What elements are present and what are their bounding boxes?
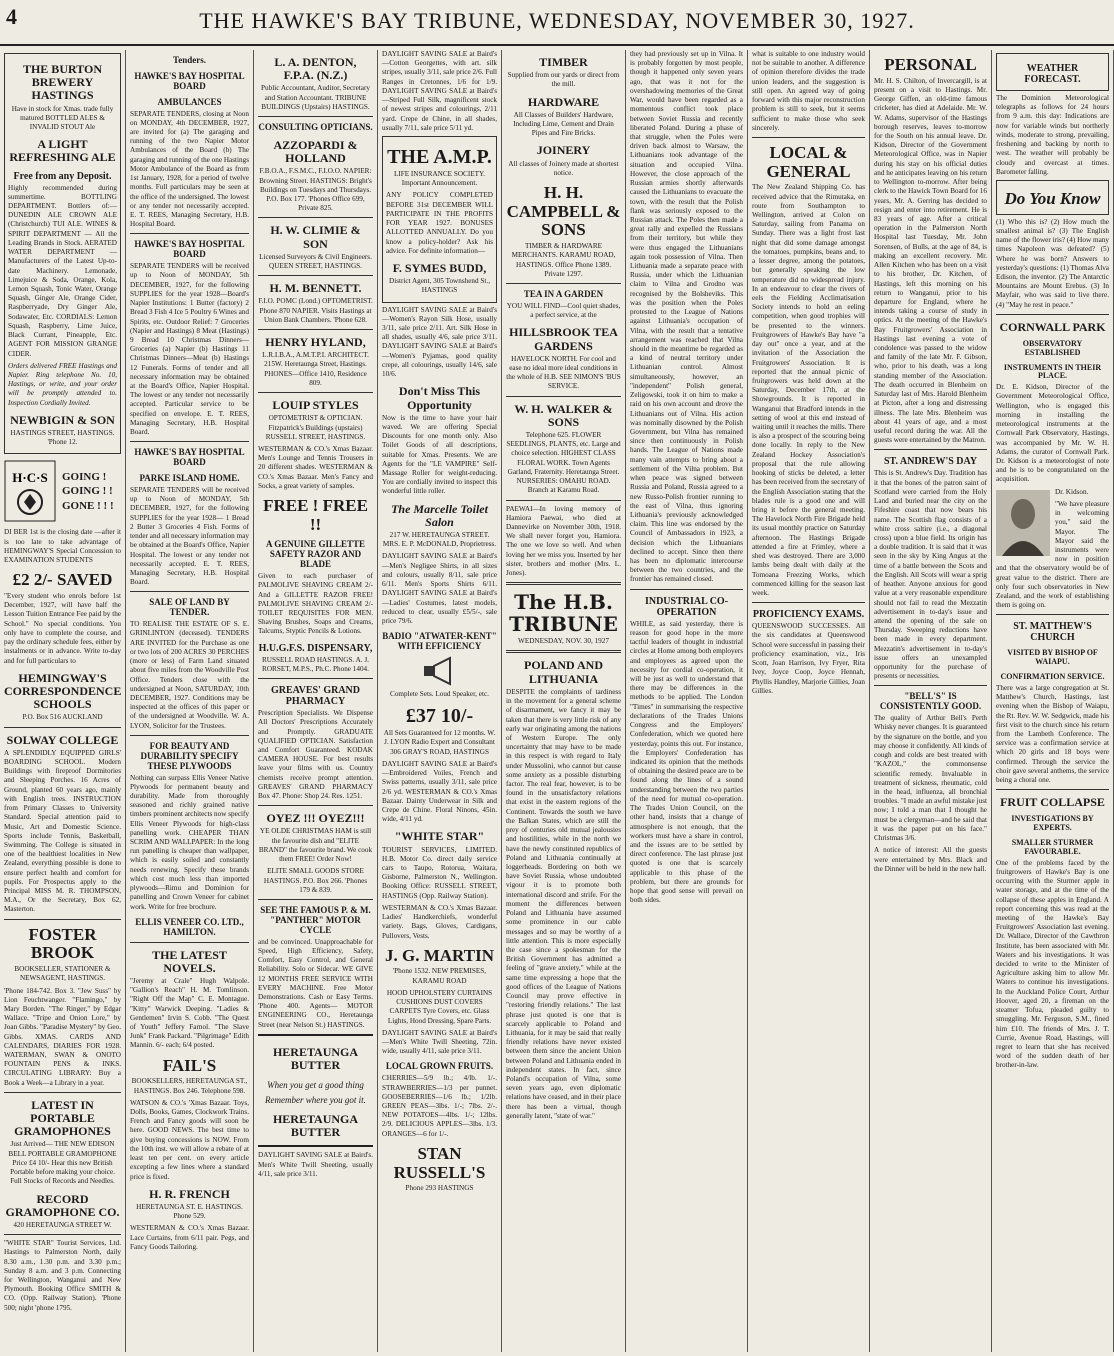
personal-heading: PERSONAL: [884, 55, 977, 74]
marcelle-address: 217 W. HERETAUNGA STREET. MRS. E. P. McDONALD, Proprietress.: [382, 531, 497, 549]
daylight-text-5: WESTERMAN & CO.'s Xmas Bazaar. Ladies' Handkerchiefs, wonderful variety. Bags, Gloves, Cardigans, Pullovers, Vests.: [382, 903, 497, 940]
greaves-text: Prescription Specialists. We Dispense All Doctors' Prescriptions Accurately and Promptly. GRADUATE QUALIFIED OPTICIAN. Satisfaction and Comfort Guaranteed. KODAK CAMERA HOUSE. For best results leave your films with us. Country chemists receive prompt attention. GREAVES' GRAND PHARMACY Box 47. Phone: Shop 24. Res. 1251.: [258, 709, 373, 801]
personal-text: Mr. H. S. Chilton, of Invercargill, is at present on a visit to Hastings. Mr. George Giffen, an old-time famous cricketer, has died at Adelaide. Mr. W. W. Adams, supervisor of the Hastings borough reserves, leaves to-morrow for the South on his annual leave. Dr. Kidson, Director of the Government Meteorological Office, was in Napier during his stay on his official duties and he anticipates leaving on his return to Wellington to-morrow. After being clerk to the Hawick Town Board for 16 years, Mr. A. Gerring has decided to resign and enter into retirement. He is 83 years of age. After a critical operation in the Palmerston North Hospital last Tuesday, Mr. John Sorensen, of Bulls, at the age of 84, is making an excellent recovery. Mr. Allen Kitchen who has been on a visit to his brother, Dr. Kitchen, of Hastings, left this morning on his return to Wanganui, prior to his departure for England, where he intends taking a course of study in optics. At the meeting of the Hawke's Bay Fruitgrowers' Association in Hastings last evening a vote of condolence was passed to the widow and family of the late Mr. F. Gibson, who, prior to his death, was a long standing member of the Association. The death occurred in Blenheim on Saturday last of Mrs. Harold Blenheim at Picton, after a long and distressing illness. The late Mrs. Blenheim was about 41 years of age, and a most useful record during the war. All the guests were entertained by the Matron.: [874, 76, 987, 445]
column-5: [502, 50, 626, 1352]
portrait-photo-icon: [996, 490, 1050, 556]
do-you-know-text: (1) Who this is? (2) How much the smallest animal is? (3) The English name of the flower iris? (4) How many times Napoleon was defeated? (5) Where he was born? Answers to yesterday's questions: (1) Thomas Alva Edison, the inventor. (2) The Antarctic Mountains are Mount Erebus. (3) In Mayfair, who was said to live there. (4) "May he rest in peace.": [996, 217, 1109, 309]
weather-heading: WEATHER FORECAST.: [1024, 63, 1081, 85]
record-address: 420 HERETAUNGA STREET W.: [13, 1220, 112, 1229]
cornwall-text: Dr. E. Kidson, Director of the Government Meteorological Office, Wellington, who is engaged this morning in installing the meteorological instruments at the Cornwall Park Observatory, Hastings, was accompanied by Mr. W. H. Adams, the curator of Cornwall Park. Dr. Kidson is a meteorologist of note and he is to be congratulated on the acquisition.: [996, 383, 1109, 484]
standrew-text: This is St. Andrew's Day. Tradition has it that the bones of the patron saint of Scotland were carried from the Holy Land and buried near the city on the Fifeshire coast that now bears his name. The Scottish flag consists of a white cross saltire (i.e., a diagonal cross) upon a blue field. Its origin has a double tradition. It is said that it was seen in the sky by King Angus at the time of a battle between the Scots and the English. All Scots will wear a sprig of heather. Anyone anxious for good value at a very reasonable expenditure should not fail to read the Mezzatin advertisement in to-day's issue and attend the opening of the sale on Thursday. Sweeping reductions have been made in every department. Mezzatin's advertisement in to-day's issue offers an unexampled opportunity for the purchase of presents or necessities.: [874, 469, 987, 681]
newbigin-address: HASTINGS STREET, HASTINGS. 'Phone 12.: [10, 429, 115, 447]
refresh-text: Highly recommended during summertime. BOTTLING DEPARTMENT. Bottlers of:— DUNEDIN ALE CROWN ALE (Christchurch) TUI ALE. WINES & SPIRIT DEPARTMENT — All the Leading Brands in Stock. AERATED WATER DEPARTMENT — Manufacturers of the Latest Up-to-date Machinery. Lemonade, Limejuice & Soda, Orange, Kola, Lemon Squash, Tonic Water, Orange Squash, Ginger Ale, Orange Cider, Raspberryade, Dry Ginger Ale, Sodawater, Etc. CORDIALS: Lemon Squash, Raspberry, Lime Juice, Black Currant, Pineapple, Etc. AGENT FOR MISSION GRANGE CIDER.: [8, 183, 117, 358]
notice-text: A notice of interest: All the guests were entertained by Mrs. Black and the Dinner will be held in the new hall.: [874, 846, 987, 873]
column-7: [748, 50, 870, 1352]
fruit-text: One of the problems faced by the fruitgrowers of Hawke's Bay is one occurring with the Sturmer apple in water storage, and at the time of the collapse of these apples in England. A report concerning this was read at the meeting of the Hawke's Bay Fruitgrowers' Association last evening. Dr. Wallace, Director of the Cawthron Institute, has been associated with Mr. Waters and his investigations. It was decided to write to the Minister of Agriculture asking him to allow Mr. Waters to continue his investigations. In the Auckland Police Court, Arthur Hoover, aged 20, a fireman on the steamer Tofua, pleaded guilty to smuggling. Mr. Ferguson, S.M., fined him £10. The friends of Mrs. J. T. Currie, Avenue Road, Hastings, will regret to learn that she has received word of the sudden death of her brother-in-law.: [996, 858, 1109, 1070]
refresh-subheading: Free from any Deposit.: [13, 170, 112, 182]
weather-text: The Dominion Meteorological telegraphs as follows for 24 hours from 9 a.m. this day: Indications are now for variable winds but northerly winds, moderate to strong, prevailing, freshening and backing by north to west. The weather will probably be cloudy and overcast at times. Barometer falling.: [996, 94, 1109, 176]
daylight-text-2: DAYLIGHT SAVING SALE at Baird's—Women's Rayon Silk Hose, usually 3/11, sale price 2/11. Art. Silk Hose in all shades, usually 4/6, sale price 3/11. DAYLIGHT SAVING SALE at Baird's—Women's Pyjamas, good quality crepe, all colourings, usually 14/6, sale 10/6.: [382, 305, 497, 379]
cornwall-sub2: INSTRUMENTS IN THEIR PLACE.: [1003, 362, 1102, 381]
column-4: [378, 50, 502, 1352]
gramophone-heading: LATEST IN PORTABLE GRAMOPHONES: [14, 1097, 111, 1139]
foster-sub: BOOKSELLER, STATIONER & NEWSAGENT, HASTINGS.: [14, 965, 111, 983]
budd-heading: F. SYMES BUDD,: [392, 260, 487, 275]
hemingway-schools: HEMINGWAY'S CORRESPONDENCE SCHOOLS: [4, 670, 122, 712]
hcs-logo-icon: [4, 460, 56, 522]
walker-text: Telephone 625. FLOWER SEEDLINGS, PLANTS, etc. Large and choice selection. HIGHEST CLASS FLORAL WORK. Town Agents Garland, Fraternity. Heretaunga Street. NURSERIES: OMAHU ROAD. Branch at Karamu Road.: [506, 430, 621, 495]
butter-heading-1: HERETAUNGA BUTTER: [272, 1044, 359, 1073]
price-saved: £2 2/- SAVED: [12, 570, 113, 590]
column-2: [126, 50, 254, 1352]
dont-miss-text: Now is the time to have your hair waved. We are offering Special Discounts for one month only. Also Toilet Goods of all descriptions, suitable for Xmas. Presents. We are Agents for the "LE VAMPIRE" Self-Massage Roller for weight-reducing. You are cordially invited to inspect this wonderful little roller.: [382, 413, 497, 496]
ambulances-heading: AMBULANCES: [157, 96, 222, 107]
record-heading: RECORD GRAMOPHONE CO.: [5, 1191, 120, 1219]
wireless-foot: All Sets Guaranteed for 12 months. W. J. LYON Radio Expert and Consultant 306 GRAY'S ROAD, HASTINGS: [383, 729, 496, 756]
plywood-text: Nothing can surpass Ellis Veneer Native Plywoods for permanent beauty and durability. Made from thoroughly seasoned and richly grained native timbers prominent architects now specify Ellis Veneer Plywoods for high-class panelling work. CHEAPER THAN SCRIM AND WALLPAPER: In the long run panelling is cheaper than wallpaper, which is easily soiled and constantly needs renewing. Specify these brands which cost much less than imported plywoods—Rimu and Dominion for panelling and Crown Veneer for cabinet work. Write for free brochure.: [130, 773, 249, 911]
going-3: GONE ! ! !: [62, 499, 114, 512]
column-3: [254, 50, 378, 1352]
hillsbrook-heading: HILLSBROOK TEA GARDENS: [509, 325, 618, 353]
bells-text: The quality of Arthur Bell's Perth Whisky never changes. It is guaranteed by the signature on the bottle, and you may choose it confidently. All kinds of cough and colds are best treated with "KAZOL," the commonsense scientific remedy. Invaluable in treatment of sickness, rheumatic, cold in the head, influenza, all bronchial troubles. "I made an awful mistake just now; I told a man that I thought he must be a clergyman—and he said that it was the paper put on his face." Christmas 3/6.: [874, 714, 987, 843]
leader-heading: POLAND AND LITHUANIA: [523, 658, 603, 686]
martin-sub: 'Phone 1532. NEW PREMISES, KARAMU ROAD: [392, 967, 487, 985]
fruit-heading: FRUIT COLLAPSE: [1000, 795, 1105, 810]
butter-text: When you get a good thing Remember where you got it.: [265, 1080, 366, 1105]
martin-text: HOOD UPHOLSTERY CURTAINS CUSHIONS DUST COVERS CARPETS Tyre Covers, etc. Glass Lights, Hood Dressing, Spare Parts.: [386, 988, 493, 1025]
dont-miss-heading: Don't Miss This Opportunity: [398, 384, 481, 412]
hardware-text: All Classes of Builders' Hardware, Including Lime, Cement and Drain Pipes and Fire Bricks.: [513, 110, 614, 138]
daylight-text-6: DAYLIGHT SAVING SALE at Baird's—Men's White Twill Sheeting, 72in. wide, usually 4/11, sale price 3/11.: [382, 1028, 497, 1056]
azzopardi-text: F.B.O.A., F.S.M.C., F.I.O.O. NAPIER: Browning Street. HASTINGS: Bright's Buildings on Tuesdays and Thursdays. P.O. Box 177. 'Phones Office 699, Private 825.: [259, 167, 372, 213]
tea-text: YOU WILL FIND—Cool quiet shades, a perfect service, at the: [506, 301, 621, 320]
proficiency-text: QUEENSWOOD SUCCESSES. All the six candidates at Queenswood School were successful in passing their proficiency examination, viz., Iris Scott, Joan Harrison, Ivy Fryer, Rita Ivey, Joyce Coop, Joyce Hennah, Phyllis Handley, Marjorie Gillies, Joan Gillies.: [752, 622, 865, 695]
column-9: [992, 50, 1114, 1352]
hemingway-text: DI BER 1st is the closing date —after it is too late to take advantage of HEMINGWAY'S Special Concession to EXAMINATION STUDENTS: [4, 528, 121, 565]
fruit-sub2: SMALLER STURMER FAVOURABLE.: [1011, 838, 1094, 856]
going-2: GOING ! !: [62, 485, 113, 498]
daylight-text-1: DAYLIGHT SAVING SALE at Baird's—Cotton Georgettes, with art. silk stripes, usually 3/11, sale price 2/6. Full Ranges in Cretonnes, 1/6 for 1/9. DAYLIGHT SAVING SALE at Baird's—Striped Full Silk, magnificent stock of newest stripes and colourings, 2/11 yard. Crepe de Chine, in all shades, usually 7/11, sale price 5/11 yd.: [382, 50, 497, 132]
proficiency-heading: PROFICIENCY EXAMS.: [752, 609, 865, 621]
cornwall-sub: OBSERVATORY ESTABLISHED: [1022, 339, 1083, 357]
butter-heading-2: HERETAUNGA BUTTER: [272, 1111, 359, 1140]
timber-text: Supplied from our yards or direct from the mill.: [507, 71, 620, 89]
hospital-heading-2: HAWKE'S BAY HOSPITAL BOARD: [134, 239, 245, 260]
newspaper-title: THE HAWKE'S BAY TRIBUNE, WEDNESDAY, NOVEMBER 30, 1927.: [199, 8, 915, 33]
ambulances-text: SEPARATE TENDERS, closing at Noon on MONDAY, 4th DECEMBER, 1927, are invited for (a) The garaging and running of the two Napier Motor Ambulances of the Board (b) The garaging and running of the one Hastings Motor Ambulance of the Board as from 1st January, 1928, for a period of twelve months. Full particulars may be seen at the office of the undersigned. The lowest or any tender not necessarily accepted. E. T. REES, Managing Secretary, H.B. Hospital Board.: [130, 109, 249, 229]
hugs-text: RUSSELL ROAD HASTINGS. A. J. RORSET, M.P.S., Ph.C. Phone 1404.: [262, 655, 369, 673]
hardware-heading: HARDWARE: [527, 94, 600, 109]
cooperation-continued: what is suitable to one industry would not be suitable to another. A difference of opinion therefore divides the trade union leaders, and the suggestion is still open. An agreed way of going forward with this major reconstruction problem is still to seek, but it seems sufficient to make those who seek sincerely.: [752, 50, 865, 132]
paewai-notice: PAEWAI—In loving memory of Hamiora Paewai, who died at Dannevirke on November 30th, 1918. We shall never forget you, Hamiora. The one we love so well. And when loving her we miss you. Inserted by her sister, brothers and mother (Mrs. L. Jones).: [506, 504, 621, 578]
climie-text: Licensed Surveyors & Civil Engineers. QUEEN STREET, HASTINGS.: [259, 252, 372, 270]
cooperation-heading: INDUSTRIAL CO-OPERATION: [644, 595, 729, 618]
hcs-ad: [4, 460, 121, 522]
brewery-ad: [4, 53, 121, 454]
daylight-text-3: DAYLIGHT SAVING SALE at Baird's—Men's Negligee Shirts, in all sizes and colours, usually 8/11, sale price 6/11. Men's Sports Shirts 6/11. DAYLIGHT SAVING SALE at Baird's—Ladies' Costumes, latest models, reduced to clear, usually £5/5/-, sale price 79/6.: [382, 552, 497, 625]
page-number: 4: [6, 4, 17, 29]
budd-text: District Agent, 305 Townshend St., HASTINGS: [389, 277, 490, 295]
bells-heading: "BELL'S" IS CONSISTENTLY GOOD.: [879, 691, 982, 712]
baird-sale-text: DAYLIGHT SAVING SALE at Baird's. Men's White Twill Sheeting, usually 4/11, sale price 3/11.: [258, 1151, 373, 1178]
fails-sub: BOOKSELLERS, HERETAUNGA ST., HASTINGS. Box 246. Telephone 598.: [131, 1077, 248, 1095]
brewery-text: Have in stock for Xmas. trade fully matured BOTTLED ALES & INVALID STOUT Ale: [11, 104, 114, 131]
marcelle-heading: The Marcelle Toilet Salon: [391, 501, 488, 529]
wireless-heading: BADIO "ATWATER-KENT" WITH EFFICIENCY: [382, 631, 497, 652]
westerman-text-1: WESTERMAN & CO.'s Xmas Bazaar. Men's Lounge and Tennis Trousers in 20 different shades. WESTERMAN & CO.'s Xmas Bazaar. Men's Fancy and Socks, a great variety of samples.: [258, 444, 373, 490]
daylight-text-4: DAYLIGHT SAVING SALE at Baird's—Embroidered Voiles, French and Swiss patterns, usually 3/11, sale price 2/6 yd. WESTERMAN & CO.'s Xmas Bazaar. Dainty Underwear in Silk and Crepe de Chine. Floral Ninons, 45in. wide, 4/11 yd.: [382, 759, 497, 824]
louis-heading: LOUIP STYLES: [272, 398, 359, 413]
leader-text: DESPITE the complaints of tardiness in the movement for a general scheme of disarmament, we fancy it may be taken that there is very little risk of any early war originating among the nations of Western Europe. The only uncertainty that may have to be made in this respect is with regard to Italy under Mussolini, who cannot but cause some anxiety as a possible disturbing factor. The real fear, however, is to be found in the unsatisfactory relations that exist in the eastern regions of the Continent. Towards the south we have the Balkan States, which are still the prey of centuries old mutual jealousies and hostilities, while in the north we have the newly constituted republics of Poland and Lithuania continually at loggerheads. Bordering on both we have Soviet Russia, whose undoubted vigour it is to promote both international discord and strife. For the moment the differences between Poland and Lithuania have assumed some prominence in our cable messages and so may be worthy of a little attention. This is more especially the case since a spokesman for the British Government has admitted a feeling of "grave anxiety," while at the same time expressing a hope that the good offices of the League of Nations Council may prove effective in "restoring friendly relations." The last phrase just quoted is one that is scarcely applicable to Poland and Lithuania, for it may be said that really friendly relations have never existed between them since the ancient Union between Poland and Lithuania ended in independent states. In fact, since Poland's occupation of Vilna, some seven years ago, even diplomatic relations have ceased, and in their place there has been a virtual, though generally latent, "state of war.": [506, 687, 621, 1120]
amp-text: ANY POLICY COMPLETED BEFORE 31st DECEMBER WILL PARTICIPATE IN THE PROFITS FOR YEAR 1927. BONUSES ALLOTTED ANNUALLY. Do you know a policy-holder? Ask his advice. For definite information—: [386, 191, 493, 255]
hyland-heading: HENRY HYLAND,: [265, 335, 366, 350]
local-text: The New Zealand Shipping Co. has received advice that the Rimutaka, en route from Southampton to Wellington, arrived at Colon on Saturday, sailing from Panama on Sunday. There was a light frost last night that did some damage amongst the tomatoes, pumpkins, beans and, to a lesser degree, among the potatoes, but generally speaking the low temperature did no widespread injury. In an endeavour to clear the rivers of eels the Fielding Acclimatisation Society intends to hold an eeling competition, when good trophies will be presented to the winners. Fruitgrowers of Hawke's Bay have "a day out" once a year, and at the invitation of the Association the Fruitgrowers' Association. It is reported that the annual picnic of fruitgrowers was held down at the Saturday, December 17th, at the Showgrounds. It is reported in Wanganui that Bradford intends in the setting of wool at this end instead of waiting until it reaches the mills. There is also a prospect of the scouring being done locally. In reply to the New Zealand Hockey Association's proposal that the rule allowing hooking of sticks be deleted, a letter has been received from the secretary of the English Association stating that the blades rule is a good one and will bring it before the general meeting. The Havelock North Fire Brigade held its usual monthly practice on Saturday afternoon. The Hastings Brigade attended a fire at Frimley, where a shed was destroyed. There are 3,000 lambs being dealt with daily at the Tomoana Freezing Works, which commenced killing for the season last week.: [752, 183, 865, 597]
cornwall-heading: CORNWALL PARK: [999, 319, 1106, 334]
brewery-heading: THE BURTON BREWERY HASTINGS: [22, 62, 103, 103]
going-list: [62, 470, 114, 513]
amp-sub: LIFE INSURANCE SOCIETY. Important Announcement.: [393, 169, 486, 188]
fruit-sale-text: CHERRIES—5/9 lb.; 4/lb. 1/-. STRAWBERRIES—1/3 per punnet. GOOSEBERRIES—1/6 lb.; 1/2lb. GREEN PEAS—3lbs. 1/-; 7lbs. 2/-. NEW POTATOES—4lbs. 1/-; 12lbs. 2/9. DELICIOUS APPLES—3lbs. 1/3. ORANGES—6 for 1/-.: [382, 1074, 497, 1138]
hillsbrook-text: HAVELOCK NORTH. For cool and ease no ideal more ideal conditions in the whole of H.B. SEE NIMON'S 'BUS SERVICE.: [506, 354, 621, 391]
column-1: [0, 50, 126, 1352]
standrew-heading: ST. ANDREW'S DAY: [883, 456, 978, 468]
gramophone-text: Just Arrived— THE NEW EDISON BELL PORTABLE GRAMOPHONE Price £4 10/- Hear this new British Portable before making your choice. Full Stocks of Records and Needles.: [8, 1140, 117, 1186]
plywood-heading: FOR BEAUTY AND DURABILITY SPECIFY THESE PLYWOODS: [140, 740, 239, 771]
loudspeaker-icon: [420, 656, 460, 686]
watson-text: WATSON & CO.'s 'Xmas Bazaar. Toys, Dolls, Books, Games, Clockwork Trains. French and Fancy goods will soon be here. GOOD NEWS. The best time to give buying concessions is NOW. From the 10th inst. we will allow a rebate of at least ten per cent. on every article excepting a few lines where a standard price is fixed.: [130, 1098, 249, 1181]
do-you-know-box: [996, 180, 1109, 215]
novels-heading: THE LATEST NOVELS.: [152, 947, 227, 975]
refresh-foot: Orders delivered FREE Hastings and Napier. Ring telephone No. 10, Hastings, or write, and your order will be promptly attended to. Inspection Cordially Invited.: [8, 361, 117, 407]
parke-text: SEPARATE TENDERS will be received up to Noon of MONDAY, 5th DECEMBER, 1927, for the following SUPPLIES for the year 1928— 1 Bread 2 Butter 3 Groceries 4 Fish. Forms of tender and all necessary information may be obtained at the Board's Office, Napier Hospital. The lowest or any tender not necessarily accepted. E. T. REES, Managing Secretary, H.B. Hospital Board.: [130, 486, 249, 587]
weather-box: [996, 53, 1109, 91]
foster-heading: FOSTER BROOK: [28, 924, 97, 963]
fruit-sub: INVESTIGATIONS BY EXPERTS.: [1011, 814, 1094, 833]
french-address: HERETAUNGA ST. E. HASTINGS. Phone 529.: [136, 1202, 243, 1221]
whitestar-text: "WHITE STAR" Tourist Services, Ltd. Hastings to Palmerston North, daily 8.30 a.m., 1.30 p.m. and 3.30 p.m.; Sunday 8 a.m. and 3 p.m. Connecting for Wellington, Wanganui and New Plymouth. Booking Office SMITH & CO. (Opp. Railway Station). 'Phone 500; night 'phone 1795.: [4, 1239, 121, 1312]
whitestar-services: TOURIST SERVICES, LIMITED. H.B. Motor Co. direct daily service cars to Taupo, Rotorua, Waitara, Gisborne, Palmerston N., Wellington. Booking Office: RUSSELL STREET, HASTINGS (Opp. Railway Station).: [382, 845, 497, 900]
cooperation-text: WHILE, as said yesterday, there is reason for good hope in the more tactful leaders of thought in industrial circles at Home among both employers and employees as agreed upon the necessity for cordial co-operation, it will be just as well to understand that there may be differences in the methods to be applied. The London "Times" in summarising the respective declarations of the Trades Unions Congress and the Employers' Confederation, which we quoted here yesterday, points this out. For instance, the Employers' Confederation has indicated its opinion that the methods of obtaining the desired peace are to be found along the lines of a sound understanding between the two parties of the need for mutual co-operation. The Trades Union Council, on the other hand, insists that a change of atmosphere is not enough, that the workers must have a share in control, and the issues are to be settled by direct conference. The last phrase just quoted is one that is scarcely applicable to this phase of the problem, but there are grounds for hope that good sense will prevail on both sides.: [630, 619, 743, 905]
joinery-heading: JOINERY: [536, 143, 591, 158]
french-heading: H. R. FRENCH: [149, 1186, 230, 1201]
panther-heading: SEE THE FAMOUS P. & M. "PANTHER" MOTOR CYCLE: [260, 904, 371, 935]
newbigin-heading: NEWBIGIN & SON: [10, 412, 115, 427]
do-you-know-heading: Do You Know: [1004, 188, 1101, 208]
panther-text: and be convinced. Unapproachable for Speed, High Efficiency, Safety, Comfort, Easy Control, and General Reliability. Solo or Sidecar. WE GIVE 12 MONTHS FREE SERVICE WITH EVERY MACHINE. Free Motor Demonstrations. Cash or Easy Terms. 'Phone 400. Agents— MOTOR ENGINEERING CO., Heretaunga Street (near Nelson St.) HASTINGS.: [258, 937, 373, 1029]
fails-heading: FAIL'S: [162, 1055, 217, 1075]
tribune-date: WEDNESDAY, NOV. 30, 1927: [518, 637, 609, 646]
tribune-heading: The H.B. TRIBUNE: [509, 590, 618, 637]
campbell-text: TIMBER & HARDWARE MERCHANTS. KARAMU ROAD, HASTINGS. Office Phone 1389. Private 1297.: [511, 242, 616, 278]
going-1: GOING !: [62, 471, 107, 484]
russell-heading: STAN RUSSELL'S: [393, 1143, 486, 1182]
martin-heading: J. G. MARTIN: [385, 945, 494, 965]
masthead: [0, 0, 1114, 46]
hemingway-tail: "Every student who enrols before 1st December, 1927, will have half the Lesson Tuition Entrance Fee paid by the School." No special conditions. You only have to complete the course, and pay the ordinary schedule fees, either by instalments or in advance. Write to-day and for full particulars to: [4, 592, 121, 665]
land-text: TO REALISE THE ESTATE OF S. E. GRINLINTON (deceased). TENDERS ARE INVITED for the Purchase as one or two lots of 200 ACRES 30 PERCHES (more or less) of Farm Land situated about five miles from the Woodville Post Office. Tenders close with the undersigned at Noon, SATURDAY, 10th DECEMBER, 1927. Conditions may be inspected at the offices of this paper or of the undersigned at Woodville. W. A. LYON, Solicitor for the Trustees.: [130, 620, 249, 730]
cornwall-text-2: "We have pleasure in welcoming you," said the Mayor. The Mayor said the instruments were now in position and that the observatory would be of great value to the district. There are only four such observatories in New Zealand, and the work of establishing them is going on.: [996, 499, 1109, 610]
denton-text: Public Accountant, Auditor, Secretary and Station Accountant. TRIBUNE BUILDINGS (Upstairs) HASTINGS.: [261, 84, 370, 111]
fruit-sale-heading: LOCAL GROWN FRUITS.: [385, 1061, 494, 1072]
free-heading: FREE ! FREE !!: [263, 496, 368, 534]
solway-heading: SOLWAY COLLEGE: [6, 732, 119, 747]
timber-heading: TIMBER: [539, 55, 588, 69]
local-heading: LOCAL & GENERAL: [766, 142, 851, 181]
hospital-heading-1: HAWKE'S BAY HOSPITAL BOARD: [134, 70, 245, 91]
russell-text: Phone 293 HASTINGS: [405, 1184, 474, 1193]
land-heading: SALE OF LAND BY TENDER.: [149, 597, 230, 618]
refresh-heading: A LIGHT REFRESHING ALE: [9, 137, 116, 165]
tenders-heading: Tenders.: [173, 55, 206, 65]
walker-heading: W. H. WALKER & SONS: [514, 401, 613, 429]
ellis-heading: ELLIS VENEER CO. LTD., HAMILTON.: [135, 916, 244, 937]
azzopardi-heading: AZZOPARDI & HOLLAND: [273, 137, 358, 166]
matthew-text: There was a large congregation at St. Matthew's Church, Hastings, last evening when the Bishop of Waiapu, the Rt. Rev. W. W. Sedgwick, made his first visit to the church since his return from the Lambeth Conference. The service was a confirmation service at which 20 girls and 18 boys were confirmed. Through the service the choir gave several anthems, the service being a choral one.: [996, 683, 1109, 785]
razor-text: Given to each purchaser of PALMOLIVE SHAVING CREAM 2/- And a GILLETTE RAZOR FREE! PALMOLIVE SHAVING CREAM 2/- TOILET REQUISITES FOR MEN. Shaving Brushes, Soaps and Creams, Talcums, Styptic Pencils & Lotions.: [258, 572, 373, 636]
column-8: [870, 50, 992, 1352]
column-6: [626, 50, 748, 1352]
novels-text: "Jeremy at Crale" Hugh Walpole. "Gallion's Reach" H. M. Tomlinson. "Right Off the Map" C. E. Montague. "Kitty" Warwick Deeping. "Ladies & Gentlemen" Irvin S. Cobb. "The Quest of Youth" Jeffery Farnol. "The Slave Junk" Frank Packard. "Pilgrimage" Edith Mannin. 6/- each; 6/4 posted.: [130, 976, 249, 1050]
solway-text: A SPLENDIDLY EQUIPPED GIRLS' BOARDING SCHOOL. Modern Buildings with fireproof Dormitories and Sleeping Porches. 16 Acres of Ground, planted 60 years ago, mainly with English trees. INSTRUCTION from Primary Classes to University Standard. Special attention paid to Music, Art and Domestic Science. Sports include Tennis, Basketball, Swimming. The College is situated in one of the healthiest localities in New Zealand, everything possible is done to ensure perfect health and comfort for pupils. For Prospectus apply to the Principal MISS M. R. THOMPSON, M.A., Or the Secretary, Box 62, Masterton.: [4, 748, 121, 914]
parke-heading: PARKE ISLAND HOME.: [139, 473, 240, 484]
greaves-heading: GREAVES' GRAND PHARMACY: [271, 685, 360, 708]
photo-caption: Dr. Kidson.: [1055, 487, 1089, 496]
razor-heading: A GENUINE GILLETTE SAFETY RAZOR AND BLADE: [265, 539, 366, 570]
leader-continued: they had previously set up in Vilna. It is probably forgotten by most people, though it happened only seven years ago, that was it not for the overshadowing memories of the Great War, would have been regarded as a momentous conflict took place between Soviet Russia and recently liberated Poland. During a phase of that struggle, when the Poles were driven back almost to Warsaw, the Lithuanians took advantage of the situation and occupied Vilna. However, the close approach of the Russian armies shortly afterwards caused the Lithuanians to evacuate the town, with the result that the Polish flank was seriously exposed to the Russian attack. The Poles then made a great rally and expelled the Russians from their territory, but while they were thus engaged the Lithuanians again took possession of Vilna. Then Lithuania made a separate peace with Russia, under which the Lithuanian claim to Vilna and Grodno was recognised by the Bolsheviks. This was the position when the Poles protested to the League of Nations against Lithuania's occupation of Vilna, with the result that a tentative arrangement was reached that Vilna should in the meantime be regarded as a kind of neutral territory under Lithuanian control. Almost simultaneously, however, an "independent" Polish general, Zeligowski, took it on him to make a raid on his own account and drove the Lithuanians out of Vilna. His action was nominally disowned by the Polish Government, but Vilna has remained since then continuously in Polish hands. The League of Nations made many vain attempts to bring about a settlement of the Vilna problem. But when peace was signed between Russia and Poland, Russia agreed to a new Russo-Polish frontier running to the east of Vilna, thus ignoring Lithuania's previously acknowledged claim. This line was endorsed by the Council of Ambassadors in 1923, a decision which the Lithuanians declined to accept. Since then there has been no diplomatic intercourse between the two countries, and the frontier has remained closed.: [630, 50, 743, 584]
hyland-text: L.R.I.B.A., A.M.T.P.I. ARCHITECT. 215W. Heretaunga Street, Hastings. PHONES—Office 1410, Residence 809.: [262, 351, 369, 387]
butter-ad: [258, 1034, 373, 1148]
hugs-heading: H.U.G.F.S. DISPENSARY,: [258, 642, 373, 654]
wireless-price: £37 10/-: [405, 705, 474, 728]
westerman-small: WESTERMAN & CO.'s Xmas Bazaar. Lace Curtains, from 6/11 pair. Pegs, and Fancy Goods Tailoring.: [130, 1224, 249, 1251]
louis-text: OPTOMETRIST & OPTICIAN. Fitzpatrick's Buildings (upstairs) RUSSELL STREET, HASTINGS.: [265, 414, 366, 441]
foster-text: 'Phone 184-742. Box 3. "Jew Suss" by Lion Feuchtwanger. "Flamingo," by Mary Borden. "The Ringer," by Edgar Wallace. "Tripe and Onion Lore," by Joan Gibbs. "Paradise Mystery" by Geo. Gibbs. XMAS. CARDS AND CALENDARS, DIARIES FOR 1928. WATERMAN, SWAN & ONOTO FOUNTAIN PENS & INKS. CIRCULATING LIBRARY: Buy a Book a Week—a Library in a year.: [4, 986, 121, 1087]
climie-heading: H. W. CLIMIE & SON: [270, 223, 361, 251]
tea-heading: TEA IN A GARDEN: [523, 289, 604, 300]
matthew-sub: VISITED BY BISHOP OF WAIAPU.: [1007, 648, 1098, 667]
campbell-heading: H. H. CAMPBELL & SONS: [506, 183, 621, 240]
matthew-sub2: CONFIRMATION SERVICE.: [1000, 672, 1105, 682]
elite-text: ELITE SMALL GOODS STORE HASTINGS. P.O. Box 266. 'Phones 179 & 839.: [263, 867, 368, 894]
bennett-heading: H. M. BENNETT.: [269, 281, 362, 296]
matthew-heading: ST. MATTHEW'S CHURCH: [1013, 621, 1092, 644]
amp-ad: [382, 136, 497, 303]
hemingway-address: P.O. Box 516 AUCKLAND: [22, 713, 103, 722]
ham-text: YE OLDE CHRISTMAS HAM is still the favourite dish and "ELITE BRAND" the favourite brand. We cook them FREE! Order Now!: [258, 827, 373, 864]
joinery-text: All classes of Joinery made at shortest notice.: [508, 159, 619, 177]
denton-heading: L. A. DENTON, F.P.A. (N.Z.): [274, 55, 357, 83]
wireless-text: Complete Sets. Loud Speaker, etc.: [390, 690, 489, 698]
opticians-heading: CONSULTING OPTICIANS.: [258, 122, 373, 133]
oyez-heading: OYEZ !!! OYEZ!!!: [266, 811, 365, 826]
bennett-text: F.I.O. POMC (Lond.) OPTOMETRIST. Phone 870 NAPIER. Visits Hastings at Union Bank Chambers. 'Phone 628.: [258, 297, 373, 324]
whitestar-heading: "WHITE STAR": [394, 829, 485, 844]
hospital-heading-3: HAWKE'S BAY HOSPITAL BOARD: [134, 447, 245, 468]
amp-heading: THE A.M.P.: [387, 145, 492, 168]
hcs-letters: H·C·S: [12, 470, 48, 486]
supplies-text: SEPARATE TENDERS will be received up to Noon of MONDAY, 5th DECEMBER, 1927, for the following SUPPLIES for the year 1928—Board's Napier Institutions: 1 Butter (factory) 2 Bread 3 Fish 4 Ice 5 Poultry 6 Wines and Spirits, etc. Outdoor Relief: 7 Groceries (Napier and Hastings) 8 Meat (Hastings) 9 Bread 10 Christmas Dinners—Groceries (a) Napier (b) Hastings 11 Christmas Dinners—Meat (b) Hastings 12 Funerals. Forms of tender and all necessary information may be obtained at the Board's Office, Napier Hospital. The lowest or any tender not necessarily accepted. Particular service to be specified on envelope. E. T. REES, Managing Secretary, H.B. Hospital Board.: [130, 262, 249, 437]
